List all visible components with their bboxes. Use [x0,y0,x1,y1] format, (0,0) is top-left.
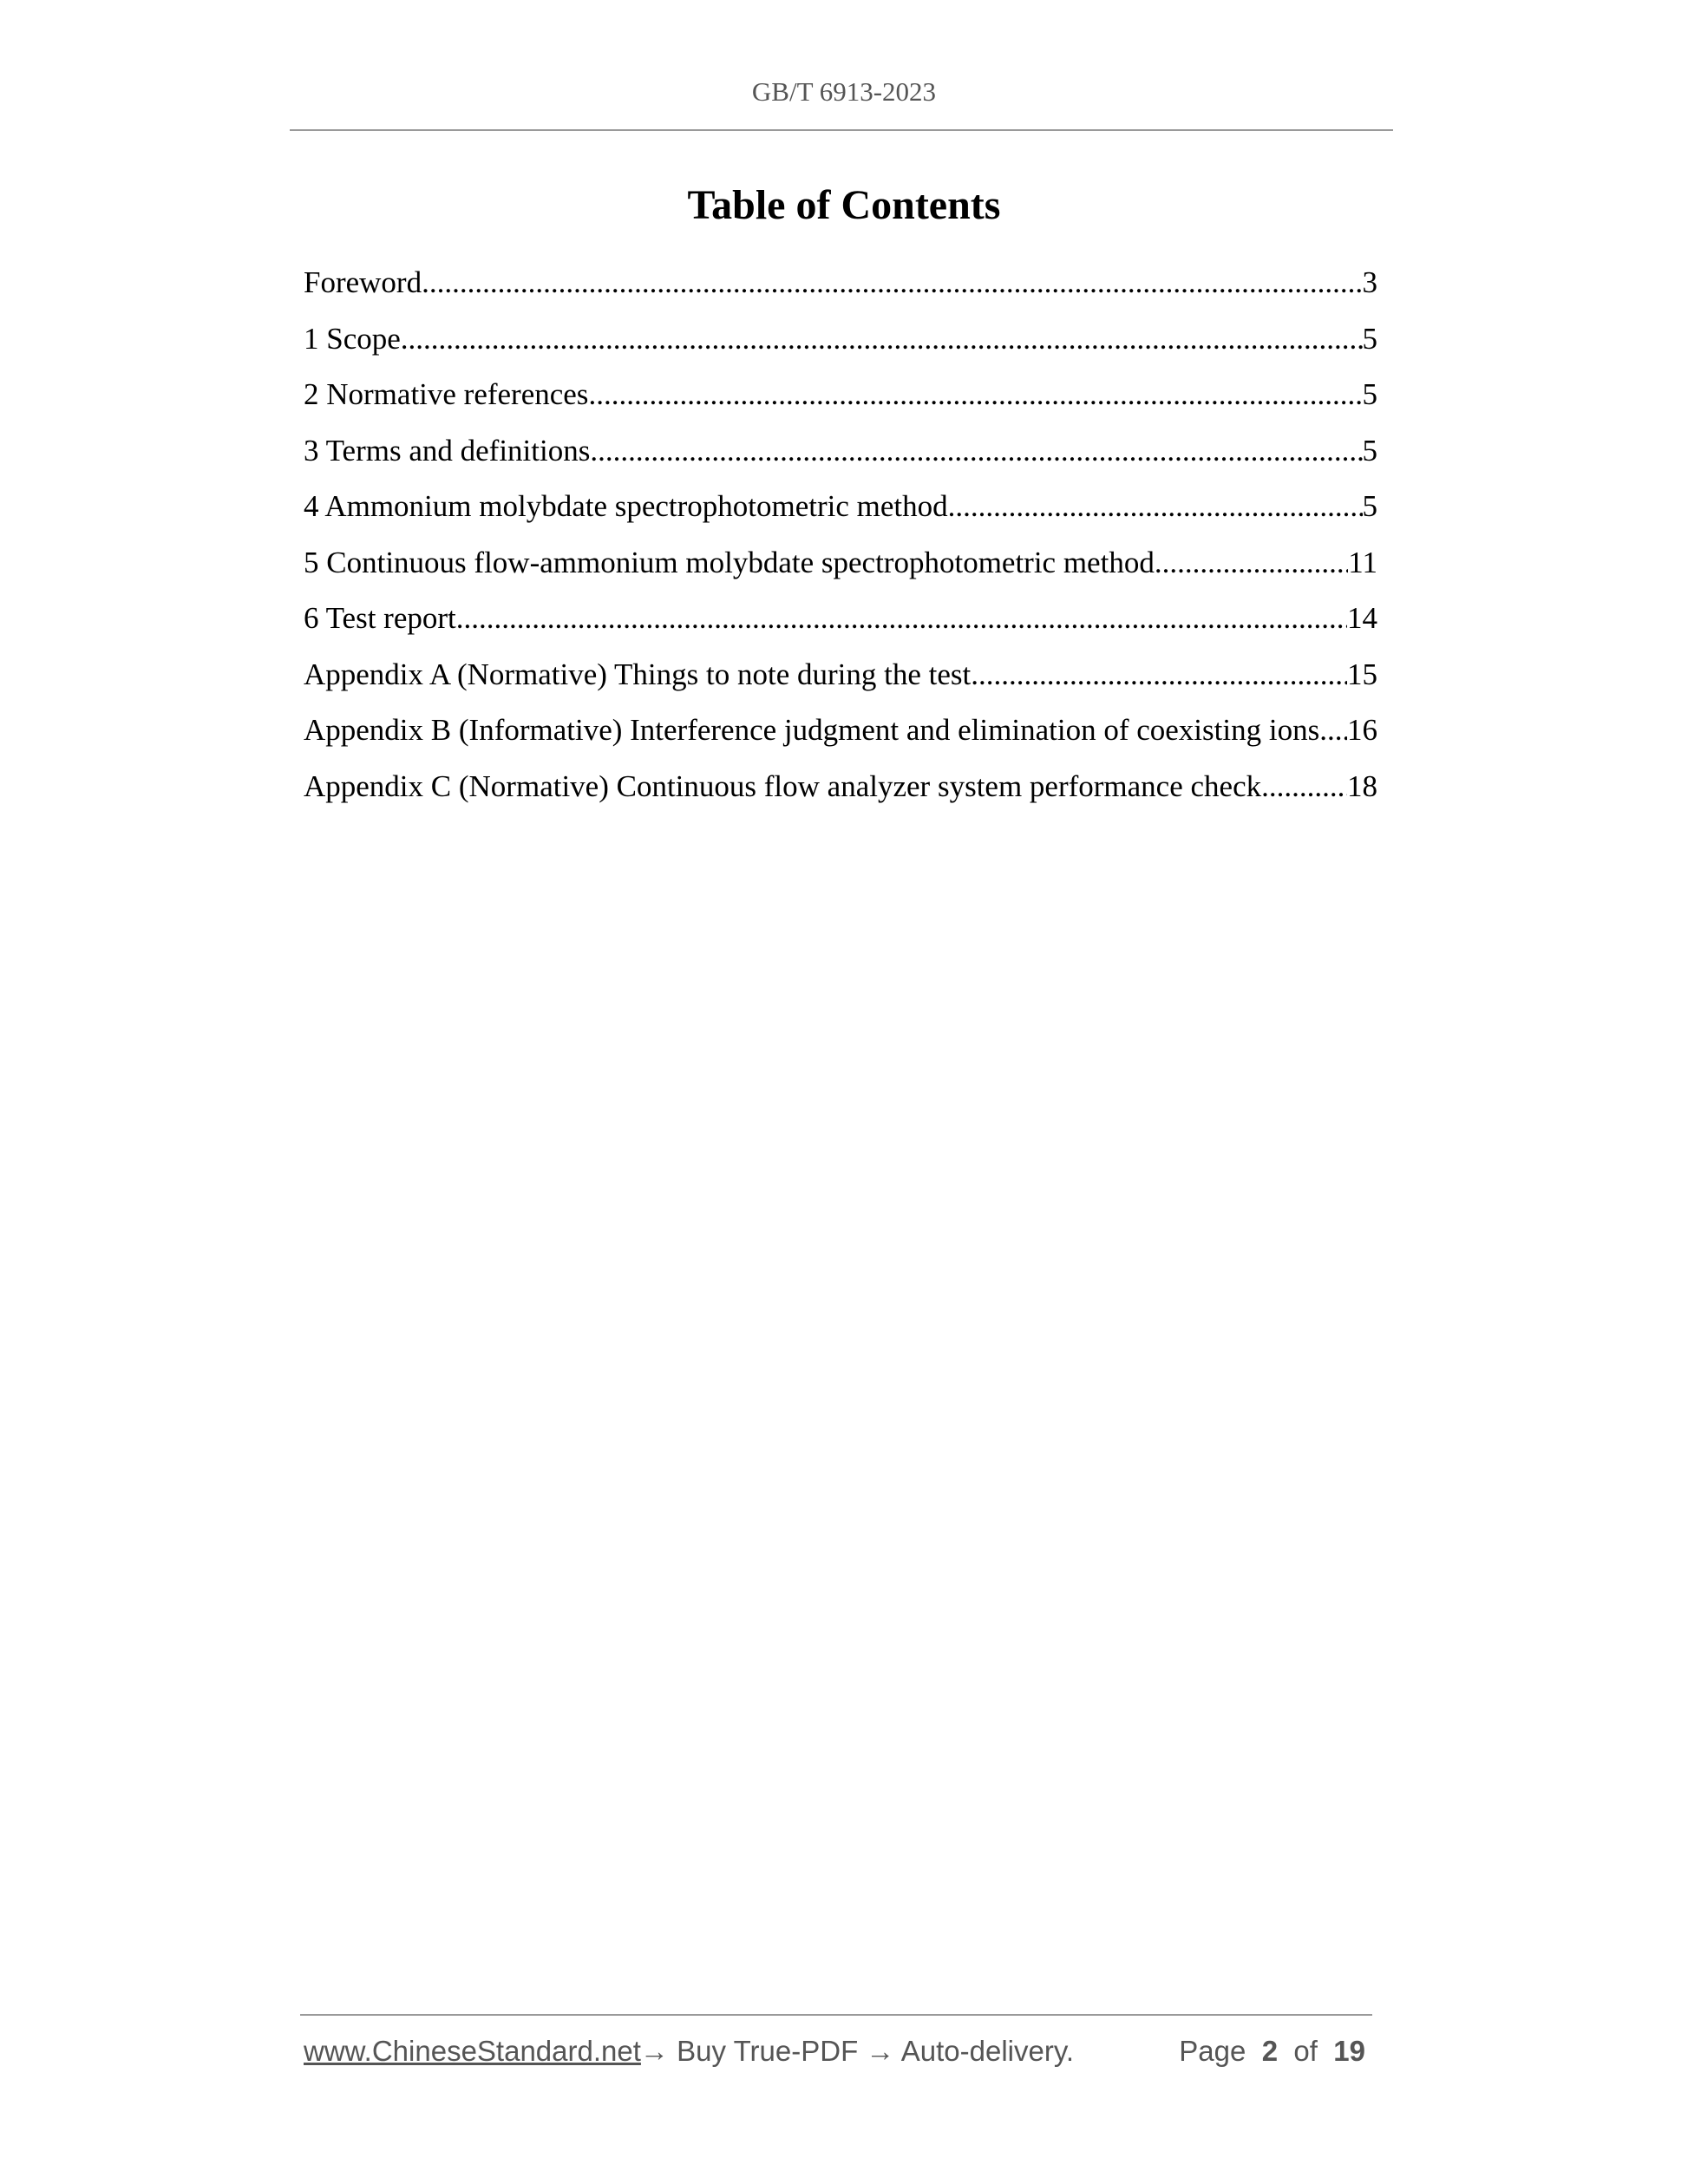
toc-entry-page: 15 [1347,657,1377,691]
header-standard-code: GB/T 6913-2023 [751,76,937,107]
toc-entry-page: 5 [1362,433,1377,468]
page-of-label: of [1293,2035,1318,2067]
toc-dot-leader [456,591,1347,647]
toc-entry-section-4[interactable] [304,479,1377,535]
toc-dot-leader [1319,703,1347,759]
footer-promo-text: → Buy True-PDF → Auto-delivery. [640,2035,1075,2067]
page-label: Page [1179,2035,1246,2067]
footer-divider [300,2014,1372,2016]
toc-entry-test-report[interactable] [304,591,1377,647]
toc-entry-page: 16 [1347,713,1377,747]
toc-entry-appendix-a[interactable] [304,647,1377,703]
toc-entry-page: 18 [1347,768,1377,803]
page-title: Table of Contents [687,182,1001,228]
toc-entry-label: Appendix B (Informative) Interference judgment and elimination of coexisting ions [304,713,1320,747]
toc-entry-appendix-b[interactable] [304,703,1377,759]
page-current: 2 [1261,2035,1279,2067]
toc-entry-label: 5 Continuous flow-ammonium molybdate spectrophotometric method [304,545,1155,579]
toc-entry-page: 3 [1362,265,1377,299]
toc-entry-section-5[interactable] [304,535,1377,592]
page-total: 19 [1333,2035,1365,2067]
toc-entry-label: 2 Normative references [304,377,589,411]
toc-dot-leader [588,367,1362,423]
toc-entry-foreword[interactable] [304,255,1377,311]
toc-entry-label: 6 Test report [304,601,456,635]
toc-entry-label: Foreword [304,265,422,299]
page-footer [304,2030,1371,2073]
toc-dot-leader [401,311,1363,368]
toc-dot-leader [1155,535,1348,592]
toc-entry-terms-and-definitions[interactable] [304,423,1377,480]
toc-dot-leader [948,479,1363,535]
toc-entry-appendix-c[interactable] [304,759,1377,815]
toc-dot-leader [1261,759,1347,815]
toc-list [304,255,1377,814]
toc-entry-page: 5 [1362,489,1377,523]
toc-dot-leader [971,647,1347,703]
toc-entry-normative-references[interactable] [304,367,1377,423]
toc-entry-page: 14 [1347,601,1377,635]
toc-entry-page: 5 [1362,377,1377,411]
toc-entry-page: 11 [1348,545,1377,579]
toc-entry-page: 5 [1362,321,1377,356]
toc-entry-label: 1 Scope [304,321,401,356]
header-divider [290,129,1393,131]
page-indicator [1179,2030,1365,2073]
toc-entry-label: 4 Ammonium molybdate spectrophotometric method [304,489,948,523]
toc-entry-scope[interactable] [304,311,1377,368]
website-link[interactable]: www.ChineseStandard.net [304,2035,641,2067]
toc-entry-label: Appendix C (Normative) Continuous flow analyzer system performance check [304,768,1262,803]
toc-dot-leader [590,423,1362,480]
toc-entry-label: 3 Terms and definitions [304,433,591,468]
toc-dot-leader [422,255,1362,311]
toc-entry-label: Appendix A (Normative) Things to note during the test [304,657,972,691]
